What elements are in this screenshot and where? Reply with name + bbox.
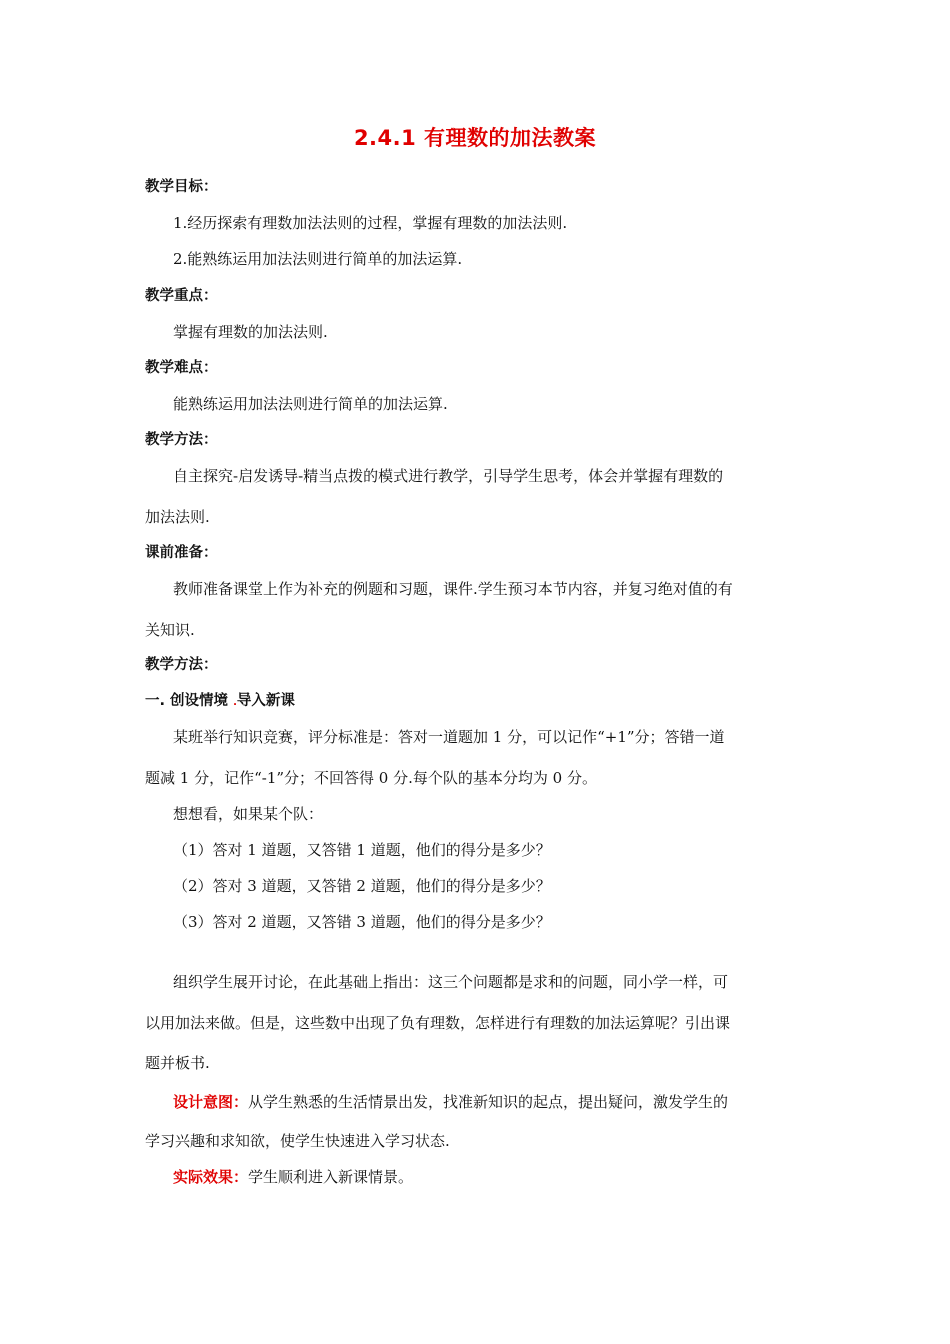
part1-heading-b: 导入新课 [236,693,295,709]
difficulty-heading: 教学难点： [145,360,218,376]
part1-heading-a: 一. 创设情境 [145,693,234,709]
effect-text: 学生顺利进入新课情景。 [248,1168,414,1186]
goal-1: 1.经历探索有理数加法法则的过程，掌握有理数的加法法则. [173,214,568,232]
think-text: 想想看，如果某个队： [173,805,324,823]
key-text: 掌握有理数的加法法则. [173,323,328,341]
design-text-2: 学习兴趣和求知欲，使学生快速进入学习状态. [145,1132,450,1150]
intro-text-2: 题减 1 分，记作“-1”分；不回答得 0 分.每个队的基本分均为 0 分。 [145,769,597,787]
design-label: 设计意图： [173,1093,249,1111]
prep-text-2: 关知识. [145,621,195,639]
prep-text-1: 教师准备课堂上作为补充的例题和习题，课件.学生预习本节内容，并复习绝对值的有 [173,580,733,598]
effect-label: 实际效果： [173,1168,249,1186]
actual-effect [173,1167,413,1187]
method-text-2: 加法法则. [145,508,210,526]
difficulty-text: 能熟练运用加法法则进行简单的加法运算. [173,395,448,413]
method-text-1: 自主探究-启发诱导-精当点拨的模式进行教学，引导学生思考，体会并掌握有理数的 [173,467,724,485]
question-1: （1）答对 1 道题，又答错 1 道题，他们的得分是多少？ [173,841,551,859]
design-text-1: 从学生熟悉的生活情景出发，找准新知识的起点，提出疑问，激发学生的 [248,1093,729,1111]
method2-heading: 教学方法： [145,657,218,673]
goals-heading: 教学目标： [145,179,218,195]
intro-text-1: 某班举行知识竞赛，评分标准是：答对一道题加 1 分，可以记作“+1”分；答错一道 [173,728,725,746]
method-heading: 教学方法： [145,432,218,448]
key-heading: 教学重点： [145,288,218,304]
bullet-dot-icon: . [233,697,237,708]
discuss-text-1: 组织学生展开讨论，在此基础上指出：这三个问题都是求和的问题，同小学一样，可 [173,973,729,991]
page-title: 2.4.1 有理数的加法教案 [353,126,597,150]
question-3: （3）答对 2 道题，又答错 3 道题，他们的得分是多少？ [173,913,551,931]
discuss-text-3: 题并板书. [145,1054,210,1072]
question-2: （2）答对 3 道题，又答错 2 道题，他们的得分是多少？ [173,877,551,895]
discuss-text-2: 以用加法来做。但是，这些数中出现了负有理数，怎样进行有理数的加法运算呢？引出课 [145,1014,731,1032]
part1-heading [145,691,295,713]
design-intent [173,1092,728,1112]
prep-heading: 课前准备： [145,545,218,561]
goal-2: 2.能熟练运用加法法则进行简单的加法运算. [173,250,463,268]
